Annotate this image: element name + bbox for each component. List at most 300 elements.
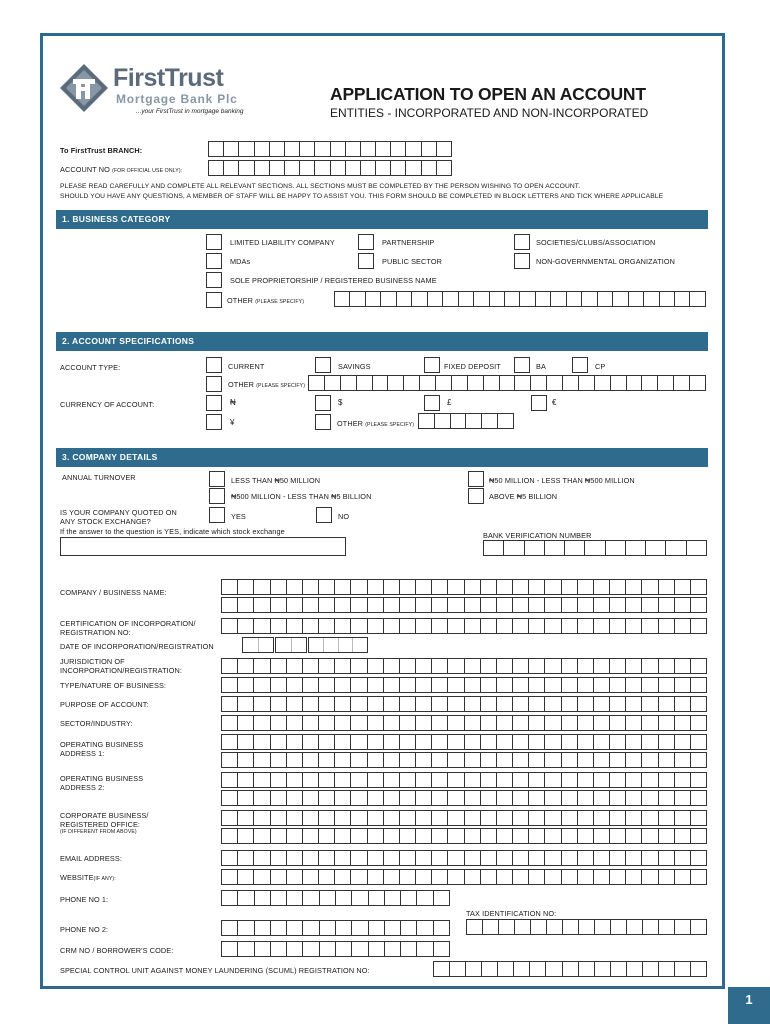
input-cell[interactable] (303, 829, 319, 843)
input-cell[interactable] (368, 678, 384, 692)
input-cell[interactable] (691, 735, 706, 749)
input-cell[interactable] (255, 921, 271, 935)
input-cell[interactable] (691, 962, 706, 976)
input-cell[interactable] (610, 697, 626, 711)
input-cell[interactable] (350, 292, 365, 306)
input-cell[interactable] (545, 541, 565, 555)
input-cell[interactable] (336, 942, 352, 956)
input-cell[interactable] (287, 735, 303, 749)
input-cell[interactable] (465, 753, 481, 767)
input-cell[interactable] (474, 292, 489, 306)
input-cell[interactable] (271, 870, 287, 884)
input-cell[interactable] (626, 811, 642, 825)
input-cell[interactable] (303, 891, 319, 905)
input-cell[interactable] (690, 292, 704, 306)
input-cell[interactable] (629, 292, 644, 306)
input-cell[interactable] (578, 753, 594, 767)
input-cell[interactable] (369, 942, 385, 956)
input-cell[interactable] (384, 829, 400, 843)
input-cell[interactable] (368, 580, 384, 594)
input-cell[interactable] (659, 659, 675, 673)
input-cell[interactable] (504, 541, 524, 555)
input-cell[interactable] (303, 580, 319, 594)
input-cell[interactable] (287, 870, 303, 884)
input-cell[interactable] (416, 753, 432, 767)
input-cell[interactable] (594, 851, 610, 865)
input-cell[interactable] (351, 829, 367, 843)
corp-office-input-1[interactable] (221, 810, 707, 826)
input-cell[interactable] (484, 541, 504, 555)
turnover-lt50-checkbox[interactable] (209, 471, 225, 487)
input-cell[interactable] (335, 292, 350, 306)
input-cell[interactable] (315, 142, 330, 156)
input-cell[interactable] (368, 697, 384, 711)
input-cell[interactable] (222, 851, 238, 865)
input-cell[interactable] (610, 753, 626, 767)
input-cell[interactable] (335, 753, 351, 767)
input-cell[interactable] (481, 716, 497, 730)
input-cell[interactable] (416, 678, 432, 692)
input-cell[interactable] (384, 735, 400, 749)
input-cell[interactable] (320, 921, 336, 935)
input-cell[interactable] (497, 851, 513, 865)
input-cell[interactable] (259, 638, 274, 652)
input-cell[interactable] (400, 829, 416, 843)
input-cell[interactable] (594, 791, 610, 805)
input-cell[interactable] (465, 659, 481, 673)
input-cell[interactable] (448, 870, 464, 884)
input-cell[interactable] (675, 829, 691, 843)
input-cell[interactable] (319, 619, 335, 633)
input-cell[interactable] (529, 659, 545, 673)
input-cell[interactable] (659, 851, 675, 865)
crm-input[interactable] (221, 941, 450, 957)
input-cell[interactable] (626, 619, 642, 633)
input-cell[interactable] (238, 753, 254, 767)
input-cell[interactable] (222, 773, 238, 787)
input-cell[interactable] (285, 142, 300, 156)
pound-checkbox[interactable] (424, 395, 440, 411)
input-cell[interactable] (401, 921, 417, 935)
input-cell[interactable] (490, 292, 505, 306)
input-cell[interactable] (287, 829, 303, 843)
input-cell[interactable] (335, 659, 351, 673)
input-cell[interactable] (578, 791, 594, 805)
input-cell[interactable] (238, 697, 254, 711)
input-cell[interactable] (513, 773, 529, 787)
input-cell[interactable] (287, 659, 303, 673)
input-cell[interactable] (368, 619, 384, 633)
input-cell[interactable] (525, 541, 545, 555)
input-cell[interactable] (643, 920, 659, 934)
input-cell[interactable] (578, 851, 594, 865)
input-cell[interactable] (448, 811, 464, 825)
input-cell[interactable] (303, 735, 319, 749)
input-cell[interactable] (481, 598, 497, 612)
input-cell[interactable] (400, 697, 416, 711)
input-cell[interactable] (428, 292, 443, 306)
input-cell[interactable] (287, 598, 303, 612)
input-cell[interactable] (465, 870, 481, 884)
input-cell[interactable] (287, 580, 303, 594)
input-cell[interactable] (222, 829, 238, 843)
input-cell[interactable] (690, 376, 705, 390)
input-cell[interactable] (659, 580, 675, 594)
input-cell[interactable] (384, 791, 400, 805)
input-cell[interactable] (448, 716, 464, 730)
input-cell[interactable] (465, 829, 481, 843)
input-cell[interactable] (578, 773, 594, 787)
input-cell[interactable] (578, 735, 594, 749)
input-cell[interactable] (578, 598, 594, 612)
input-cell[interactable] (626, 659, 642, 673)
input-cell[interactable] (545, 619, 561, 633)
input-cell[interactable] (465, 598, 481, 612)
input-cell[interactable] (497, 829, 513, 843)
input-cell[interactable] (466, 962, 482, 976)
input-cell[interactable] (610, 829, 626, 843)
account-no-input[interactable] (208, 160, 452, 176)
current-checkbox[interactable] (206, 357, 222, 373)
input-cell[interactable] (254, 829, 270, 843)
input-cell[interactable] (529, 735, 545, 749)
input-cell[interactable] (691, 773, 706, 787)
input-cell[interactable] (675, 580, 691, 594)
input-cell[interactable] (254, 811, 270, 825)
input-cell[interactable] (368, 773, 384, 787)
input-cell[interactable] (254, 598, 270, 612)
input-cell[interactable] (238, 773, 254, 787)
input-cell[interactable] (626, 773, 642, 787)
input-cell[interactable] (691, 753, 706, 767)
input-cell[interactable] (642, 791, 658, 805)
input-cell[interactable] (353, 638, 367, 652)
input-cell[interactable] (547, 920, 563, 934)
input-cell[interactable] (562, 598, 578, 612)
input-cell[interactable] (385, 942, 401, 956)
input-cell[interactable] (255, 161, 270, 175)
dollar-checkbox[interactable] (315, 395, 331, 411)
input-cell[interactable] (351, 791, 367, 805)
input-cell[interactable] (254, 678, 270, 692)
input-cell[interactable] (416, 829, 432, 843)
input-cell[interactable] (319, 870, 335, 884)
input-cell[interactable] (400, 811, 416, 825)
input-cell[interactable] (675, 811, 691, 825)
input-cell[interactable] (513, 791, 529, 805)
input-cell[interactable] (331, 142, 346, 156)
input-cell[interactable] (658, 376, 674, 390)
input-cell[interactable] (610, 870, 626, 884)
input-cell[interactable] (376, 142, 391, 156)
input-cell[interactable] (352, 942, 368, 956)
tin-input[interactable] (466, 919, 707, 935)
input-cell[interactable] (448, 791, 464, 805)
cert-input[interactable] (221, 618, 707, 634)
quoted-no-checkbox[interactable] (316, 507, 332, 523)
input-cell[interactable] (384, 659, 400, 673)
input-cell[interactable] (529, 697, 545, 711)
input-cell[interactable] (626, 716, 642, 730)
input-cell[interactable] (369, 891, 385, 905)
input-cell[interactable] (254, 791, 270, 805)
date-inc-dd-input[interactable] (242, 637, 274, 653)
yen-checkbox[interactable] (206, 414, 222, 430)
input-cell[interactable] (416, 811, 432, 825)
input-cell[interactable] (400, 753, 416, 767)
input-cell[interactable] (271, 580, 287, 594)
input-cell[interactable] (611, 962, 627, 976)
input-cell[interactable] (481, 619, 497, 633)
input-cell[interactable] (545, 697, 561, 711)
input-cell[interactable] (448, 659, 464, 673)
input-cell[interactable] (222, 735, 238, 749)
input-cell[interactable] (646, 541, 666, 555)
scuml-input[interactable] (433, 961, 707, 977)
input-cell[interactable] (642, 659, 658, 673)
input-cell[interactable] (351, 619, 367, 633)
input-cell[interactable] (594, 870, 610, 884)
input-cell[interactable] (481, 851, 497, 865)
input-cell[interactable] (254, 735, 270, 749)
input-cell[interactable] (598, 292, 613, 306)
input-cell[interactable] (243, 638, 259, 652)
op-address2-input-1[interactable] (221, 772, 707, 788)
input-cell[interactable] (384, 697, 400, 711)
input-cell[interactable] (401, 891, 417, 905)
input-cell[interactable] (238, 921, 254, 935)
input-cell[interactable] (222, 598, 238, 612)
input-cell[interactable] (437, 161, 451, 175)
input-cell[interactable] (452, 376, 468, 390)
input-cell[interactable] (254, 870, 270, 884)
input-cell[interactable] (238, 851, 254, 865)
input-cell[interactable] (384, 753, 400, 767)
input-cell[interactable] (529, 791, 545, 805)
input-cell[interactable] (303, 697, 319, 711)
societies-checkbox[interactable] (514, 234, 530, 250)
input-cell[interactable] (238, 829, 254, 843)
input-cell[interactable] (529, 811, 545, 825)
input-cell[interactable] (675, 735, 691, 749)
input-cell[interactable] (352, 891, 368, 905)
input-cell[interactable] (432, 697, 448, 711)
input-cell[interactable] (401, 942, 417, 956)
input-cell[interactable] (610, 811, 626, 825)
input-cell[interactable] (254, 851, 270, 865)
input-cell[interactable] (384, 619, 400, 633)
input-cell[interactable] (368, 791, 384, 805)
input-cell[interactable] (513, 735, 529, 749)
input-cell[interactable] (659, 791, 675, 805)
input-cell[interactable] (465, 619, 481, 633)
input-cell[interactable] (562, 811, 578, 825)
input-cell[interactable] (222, 580, 238, 594)
input-cell[interactable] (391, 161, 406, 175)
input-cell[interactable] (499, 920, 515, 934)
input-cell[interactable] (562, 619, 578, 633)
input-cell[interactable] (255, 891, 271, 905)
input-cell[interactable] (303, 942, 319, 956)
fixed-deposit-checkbox[interactable] (424, 357, 440, 373)
currency-other-checkbox[interactable] (315, 414, 331, 430)
input-cell[interactable] (315, 161, 330, 175)
input-cell[interactable] (594, 829, 610, 843)
input-cell[interactable] (481, 678, 497, 692)
input-cell[interactable] (642, 735, 658, 749)
input-cell[interactable] (287, 811, 303, 825)
input-cell[interactable] (300, 161, 315, 175)
input-cell[interactable] (254, 619, 270, 633)
input-cell[interactable] (400, 598, 416, 612)
currency-other-input[interactable] (418, 413, 514, 429)
input-cell[interactable] (417, 891, 433, 905)
input-cell[interactable] (675, 773, 691, 787)
input-cell[interactable] (659, 619, 675, 633)
input-cell[interactable] (563, 920, 579, 934)
input-cell[interactable] (562, 678, 578, 692)
input-cell[interactable] (351, 697, 367, 711)
input-cell[interactable] (675, 870, 691, 884)
input-cell[interactable] (562, 697, 578, 711)
input-cell[interactable] (287, 697, 303, 711)
input-cell[interactable] (500, 376, 516, 390)
input-cell[interactable] (545, 829, 561, 843)
company-name-input-1[interactable] (221, 579, 707, 595)
input-cell[interactable] (335, 678, 351, 692)
input-cell[interactable] (222, 870, 238, 884)
input-cell[interactable] (578, 716, 594, 730)
input-cell[interactable] (271, 716, 287, 730)
input-cell[interactable] (254, 659, 270, 673)
input-cell[interactable] (384, 773, 400, 787)
input-cell[interactable] (691, 619, 706, 633)
input-cell[interactable] (432, 659, 448, 673)
input-cell[interactable] (366, 292, 381, 306)
input-cell[interactable] (497, 659, 513, 673)
input-cell[interactable] (610, 659, 626, 673)
input-cell[interactable] (287, 921, 303, 935)
input-cell[interactable] (642, 773, 658, 787)
date-inc-mm-input[interactable] (275, 637, 307, 653)
input-cell[interactable] (642, 678, 658, 692)
input-cell[interactable] (303, 716, 319, 730)
input-cell[interactable] (529, 773, 545, 787)
input-cell[interactable] (384, 598, 400, 612)
input-cell[interactable] (335, 811, 351, 825)
input-cell[interactable] (222, 891, 238, 905)
input-cell[interactable] (400, 735, 416, 749)
input-cell[interactable] (465, 773, 481, 787)
input-cell[interactable] (339, 638, 354, 652)
input-cell[interactable] (391, 142, 406, 156)
input-cell[interactable] (238, 942, 254, 956)
input-cell[interactable] (448, 851, 464, 865)
input-cell[interactable] (384, 580, 400, 594)
input-cell[interactable] (224, 161, 239, 175)
input-cell[interactable] (238, 891, 254, 905)
input-cell[interactable] (335, 851, 351, 865)
input-cell[interactable] (400, 659, 416, 673)
input-cell[interactable] (594, 753, 610, 767)
input-cell[interactable] (335, 580, 351, 594)
input-cell[interactable] (303, 791, 319, 805)
input-cell[interactable] (416, 773, 432, 787)
input-cell[interactable] (335, 735, 351, 749)
input-cell[interactable] (432, 580, 448, 594)
input-cell[interactable] (416, 598, 432, 612)
input-cell[interactable] (346, 161, 361, 175)
input-cell[interactable] (481, 811, 497, 825)
input-cell[interactable] (595, 376, 611, 390)
input-cell[interactable] (319, 735, 335, 749)
input-cell[interactable] (691, 811, 706, 825)
input-cell[interactable] (351, 811, 367, 825)
input-cell[interactable] (529, 580, 545, 594)
input-cell[interactable] (325, 376, 341, 390)
input-cell[interactable] (368, 851, 384, 865)
input-cell[interactable] (497, 791, 513, 805)
input-cell[interactable] (578, 659, 594, 673)
quoted-yes-checkbox[interactable] (209, 507, 225, 523)
input-cell[interactable] (497, 678, 513, 692)
input-cell[interactable] (610, 716, 626, 730)
input-cell[interactable] (481, 735, 497, 749)
input-cell[interactable] (642, 716, 658, 730)
input-cell[interactable] (513, 659, 529, 673)
input-cell[interactable] (270, 161, 285, 175)
input-cell[interactable] (400, 870, 416, 884)
input-cell[interactable] (287, 851, 303, 865)
input-cell[interactable] (483, 920, 499, 934)
input-cell[interactable] (675, 659, 691, 673)
turnover-50-500-checkbox[interactable] (468, 471, 484, 487)
input-cell[interactable] (642, 619, 658, 633)
input-cell[interactable] (287, 942, 303, 956)
input-cell[interactable] (594, 659, 610, 673)
input-cell[interactable] (448, 598, 464, 612)
input-cell[interactable] (432, 791, 448, 805)
input-cell[interactable] (406, 161, 421, 175)
input-cell[interactable] (432, 619, 448, 633)
input-cell[interactable] (481, 829, 497, 843)
input-cell[interactable] (465, 580, 481, 594)
input-cell[interactable] (254, 580, 270, 594)
input-cell[interactable] (436, 376, 452, 390)
input-cell[interactable] (432, 773, 448, 787)
input-cell[interactable] (482, 414, 498, 428)
input-cell[interactable] (254, 716, 270, 730)
input-cell[interactable] (303, 773, 319, 787)
input-cell[interactable] (271, 773, 287, 787)
input-cell[interactable] (303, 811, 319, 825)
input-cell[interactable] (594, 580, 610, 594)
input-cell[interactable] (610, 619, 626, 633)
input-cell[interactable] (545, 811, 561, 825)
input-cell[interactable] (611, 920, 627, 934)
input-cell[interactable] (594, 773, 610, 787)
input-cell[interactable] (595, 920, 611, 934)
input-cell[interactable] (336, 891, 352, 905)
input-cell[interactable] (239, 142, 254, 156)
input-cell[interactable] (432, 753, 448, 767)
turnover-above5b-checkbox[interactable] (468, 488, 484, 504)
input-cell[interactable] (351, 716, 367, 730)
input-cell[interactable] (384, 811, 400, 825)
input-cell[interactable] (254, 697, 270, 711)
input-cell[interactable] (384, 716, 400, 730)
input-cell[interactable] (335, 619, 351, 633)
